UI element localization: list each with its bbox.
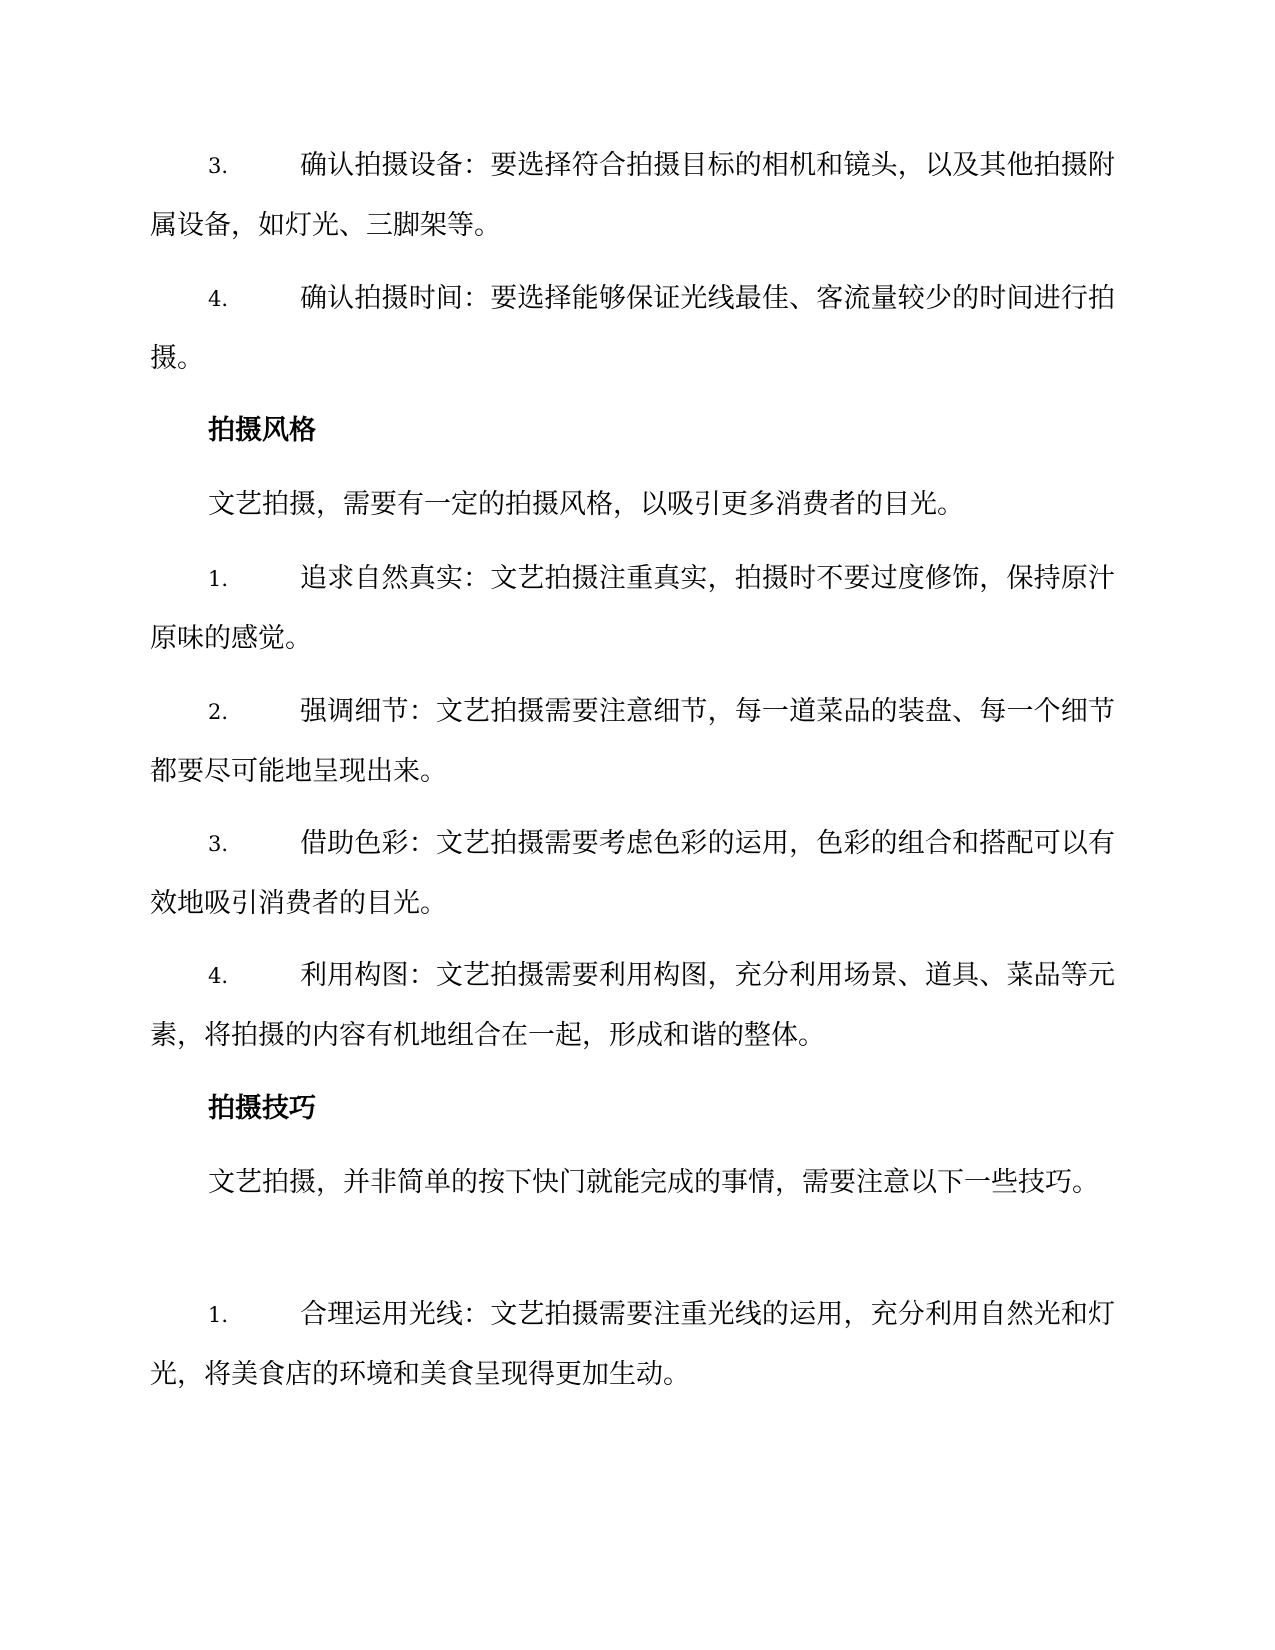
list-item-text: 合理运用光线：文艺拍摄需要注重光线的运用，充分利用自然光和灯光，将美食店的环境和美食呈现得更加生动。 [150,1299,1115,1390]
list-item-text: 追求自然真实：文艺拍摄注重真实，拍摄时不要过度修饰，保持原汁原味的感觉。 [150,563,1115,654]
list-item-number: 2. [208,700,229,724]
list-item [150,136,1115,256]
list-item [150,814,1115,934]
list-item-number: 3. [208,832,229,856]
list-item [150,549,1115,669]
list-item-text: 确认拍摄设备：要选择符合拍摄目标的相机和镜头，以及其他拍摄附属设备，如灯光、三脚架等。 [150,150,1115,241]
section-heading-style: 拍摄风格 [208,415,316,446]
intro-paragraph-style: 文艺拍摄，需要有一定的拍摄风格，以吸引更多消费者的目光。 [208,489,964,520]
list-item [150,946,1115,1066]
list-item-text: 借助色彩：文艺拍摄需要考虑色彩的运用，色彩的组合和搭配可以有效地吸引消费者的目光。 [150,828,1115,919]
intro-paragraph-skill: 文艺拍摄，并非简单的按下快门就能完成的事情，需要注意以下一些技巧。 [208,1167,1099,1198]
list-item-number: 1. [208,1303,229,1327]
list-item-number: 1. [208,567,229,591]
list-item-number: 4. [208,287,229,311]
list-item [150,269,1115,389]
list-item-text: 利用构图：文艺拍摄需要利用构图，充分利用场景、道具、菜品等元素，将拍摄的内容有机地组合在一起，形成和谐的整体。 [150,960,1115,1051]
list-item [150,1285,1115,1405]
list-item-number: 3. [208,154,229,178]
section-heading-skill: 拍摄技巧 [208,1093,316,1124]
list-item [150,682,1115,802]
list-item-number: 4. [208,964,229,988]
list-item-text: 强调细节：文艺拍摄需要注意细节，每一道菜品的装盘、每一个细节都要尽可能地呈现出来。 [150,696,1115,787]
list-item-text: 确认拍摄时间：要选择能够保证光线最佳、客流量较少的时间进行拍摄。 [150,283,1115,374]
